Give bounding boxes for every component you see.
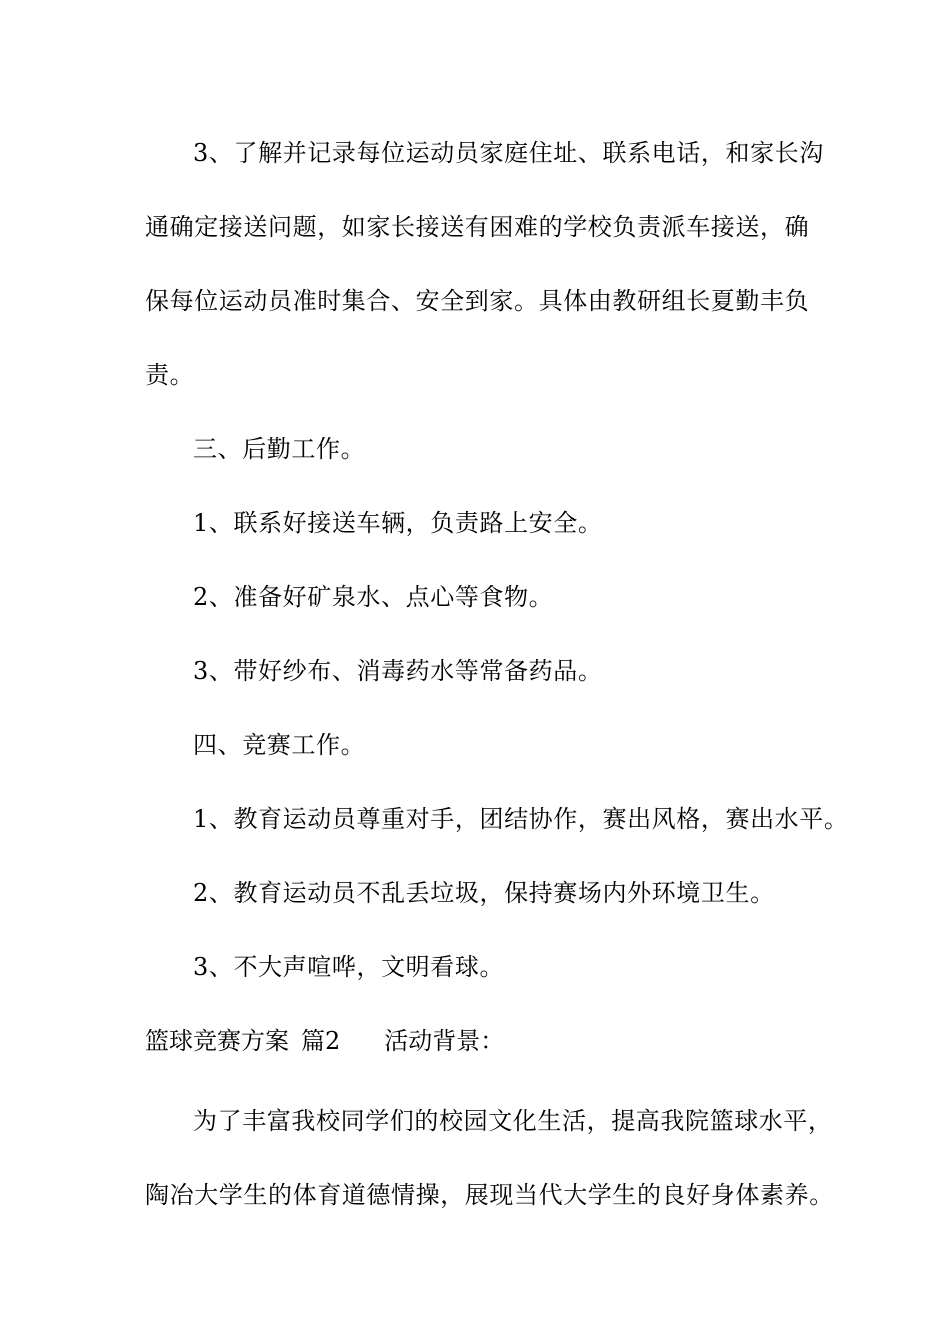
activity-background-label: 活动背景：	[384, 1027, 505, 1055]
list-item: 3、带好纱布、消毒药水等常备药品。	[193, 657, 603, 685]
paragraph-line: 陶冶大学生的体育道德情操，展现当代大学生的良好身体素养。	[145, 1181, 834, 1209]
paragraph-line: 通确定接送问题，如家长接送有困难的学校负责派车接送，确	[145, 213, 810, 241]
list-item: 2、教育运动员不乱丢垃圾，保持赛场内外环境卫生。	[193, 879, 775, 907]
part-2-heading	[145, 1025, 504, 1057]
list-item: 1、教育运动员尊重对手，团结协作，赛出风格，赛出水平。	[193, 805, 849, 833]
list-item: 2、准备好矿泉水、点心等食物。	[193, 583, 554, 611]
paragraph-line: 3、了解并记录每位运动员家庭住址、联系电话，和家长沟	[193, 139, 824, 167]
paragraph-line: 保每位运动员准时集合、安全到家。具体由教研组长夏勤丰负	[145, 287, 810, 315]
paragraph-line: 责。	[145, 361, 195, 389]
section-heading-competition: 四、竞赛工作。	[193, 731, 366, 759]
part-label: 篇2	[301, 1027, 341, 1055]
list-item: 3、不大声喧哗，文明看球。	[193, 953, 505, 981]
plan-title: 篮球竞赛方案	[145, 1027, 289, 1055]
paragraph-line: 为了丰富我校同学们的校园文化生活，提高我院篮球水平，	[193, 1107, 833, 1135]
section-heading-logistics: 三、后勤工作。	[193, 435, 366, 463]
list-item: 1、联系好接送车辆，负责路上安全。	[193, 509, 603, 537]
